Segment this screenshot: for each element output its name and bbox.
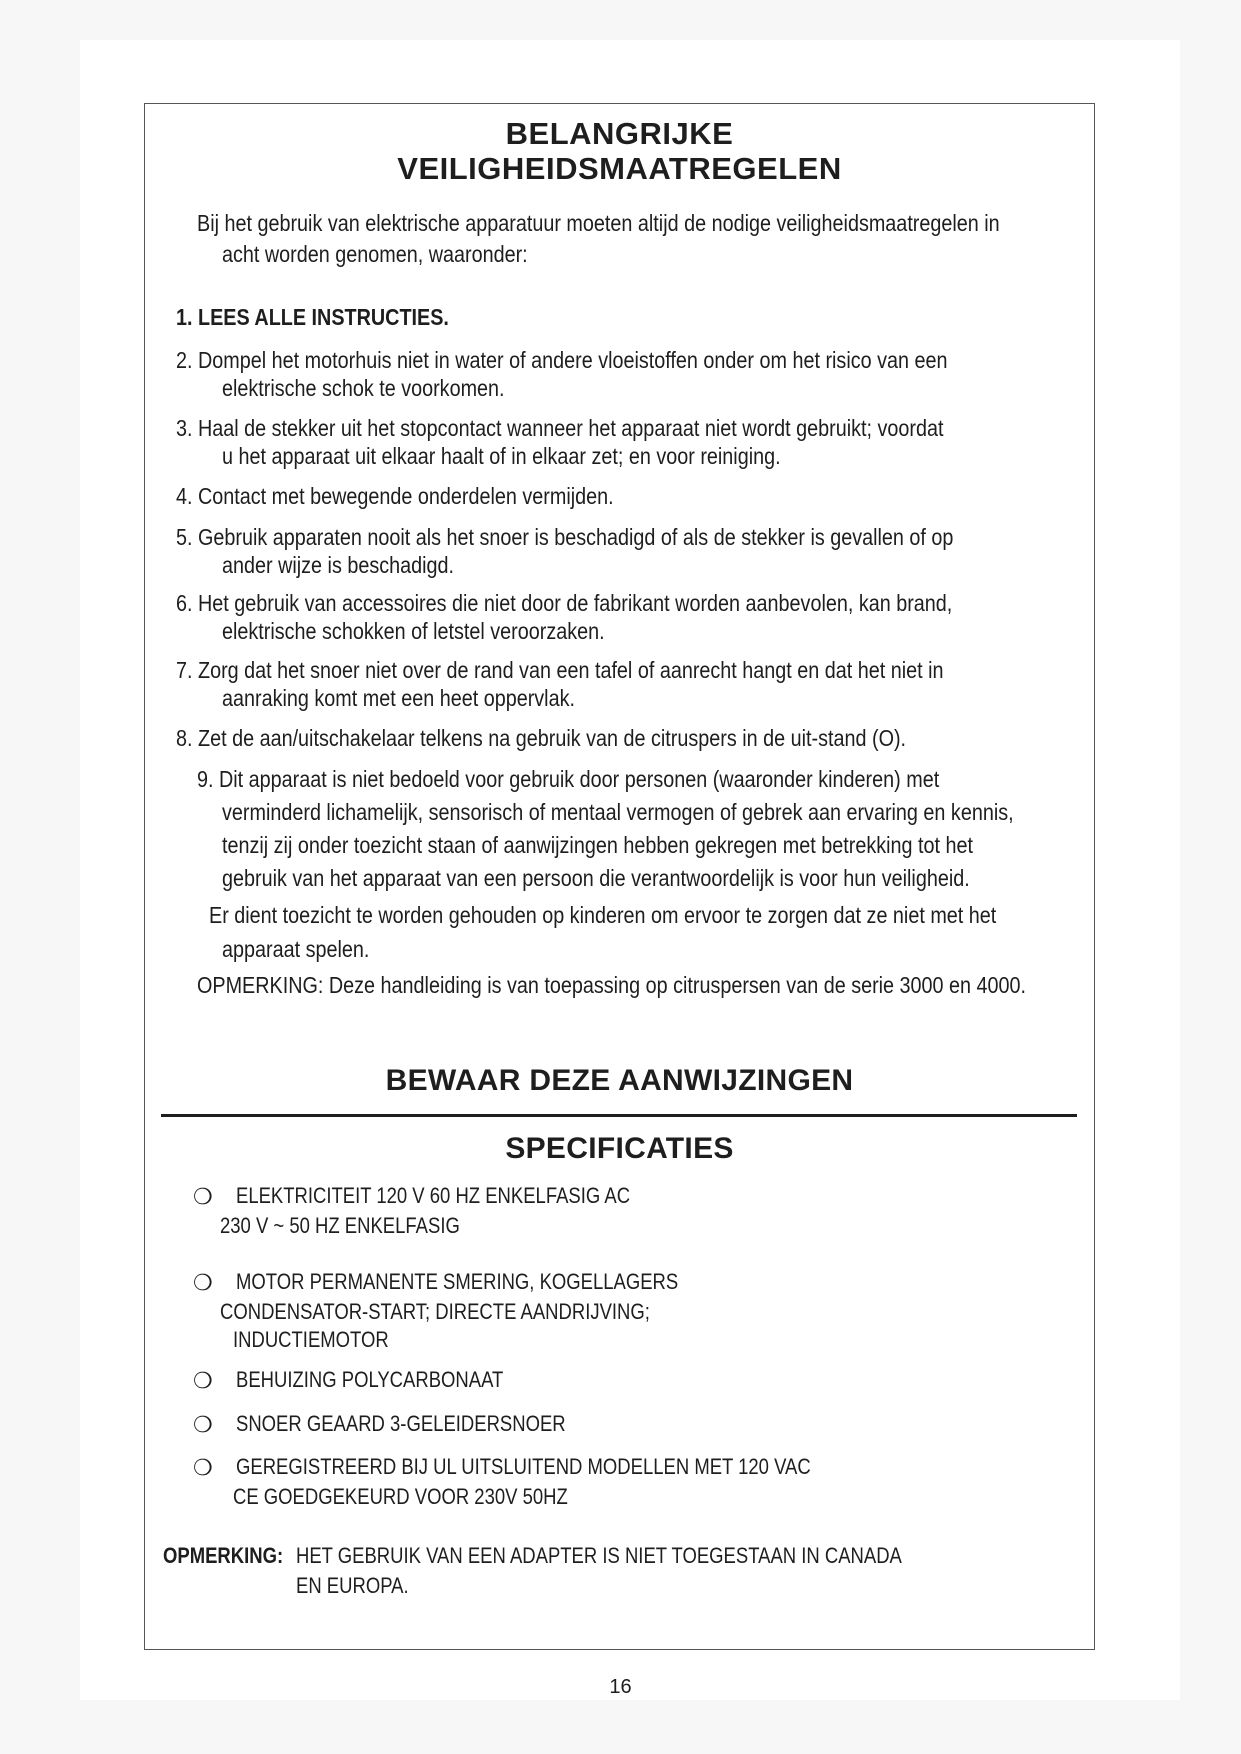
bullet-circle-icon: ❍	[193, 1184, 213, 1209]
page-number: 16	[609, 1676, 632, 1698]
supervision-line-2: apparaat spelen.	[222, 936, 370, 962]
instruction-9-line-2: verminderd lichamelijk, sensorisch of mentaal vermogen of gebrek aan ervaring en kennis,	[222, 799, 1014, 825]
spec-registration-line-1: GEREGISTREERD BIJ UL UITSLUITEND MODELLEN MET 120 VAC	[236, 1454, 811, 1479]
specifications-heading: SPECIFICATIES	[505, 1132, 734, 1165]
spec-motor-line-1: MOTOR PERMANENTE SMERING, KOGELLAGERS	[236, 1269, 679, 1294]
instruction-1: 1. LEES ALLE INSTRUCTIES.	[176, 304, 449, 330]
instruction-9-line-1: 9. Dit apparaat is niet bedoeld voor gebruik door personen (waaronder kinderen) met	[197, 766, 940, 792]
instruction-7-line-2: aanraking komt met een heet oppervlak.	[222, 685, 575, 711]
title-line-1: BELANGRIJKE	[505, 116, 734, 151]
instruction-2-line-1: 2. Dompel het motorhuis niet in water of andere vloeistoffen onder om het risico van een	[176, 347, 948, 373]
instruction-2-line-2: elektrische schok te voorkomen.	[222, 375, 505, 401]
title-line-2: VEILIGHEIDSMAATREGELEN	[397, 151, 842, 186]
instruction-6-line-2: elektrische schokken of letstel veroorzaken.	[222, 618, 605, 644]
instruction-4: 4. Contact met bewegende onderdelen vermijden.	[176, 483, 614, 509]
instruction-7-line-1: 7. Zorg dat het snoer niet over de rand van een tafel of aanrecht hangt en dat het niet in	[176, 657, 944, 683]
bullet-circle-icon: ❍	[193, 1455, 213, 1480]
document-frame	[144, 103, 1095, 1650]
footer-note-line-1: HET GEBRUIK VAN EEN ADAPTER IS NIET TOEGESTAAN IN CANADA	[296, 1543, 902, 1568]
bullet-circle-icon: ❍	[193, 1270, 213, 1295]
instruction-5-line-2: ander wijze is beschadigd.	[222, 552, 455, 578]
bullet-circle-icon: ❍	[193, 1412, 213, 1437]
footer-note-line-2: EN EUROPA.	[296, 1573, 409, 1598]
save-instructions-heading: BEWAAR DEZE AANWIJZINGEN	[385, 1064, 854, 1097]
footer-note-label: OPMERKING:	[163, 1543, 284, 1568]
instruction-6-line-1: 6. Het gebruik van accessoires die niet door de fabrikant worden aanbevolen, kan brand,	[176, 590, 953, 616]
spec-motor-line-2: CONDENSATOR-START; DIRECTE AANDRIJVING;	[220, 1299, 650, 1324]
spec-registration-line-2: CE GOEDGEKEURD VOOR 230V 50HZ	[233, 1484, 568, 1509]
spec-motor-line-3: INDUCTIEMOTOR	[233, 1327, 389, 1352]
instruction-3-line-1: 3. Haal de stekker uit het stopcontact wanneer het apparaat niet wordt gebruikt; voordat	[176, 415, 944, 441]
spec-housing: BEHUIZING POLYCARBONAAT	[236, 1367, 504, 1392]
instruction-9-line-3: tenzij zij onder toezicht staan of aanwijzingen hebben gekregen met betrekking tot het	[222, 832, 974, 858]
instruction-8: 8. Zet de aan/uitschakelaar telkens na gebruik van de citruspers in de uit-stand (O).	[176, 725, 907, 751]
instruction-5-line-1: 5. Gebruik apparaten nooit als het snoer is beschadigd of als de stekker is gevallen of op	[176, 524, 954, 550]
section-divider	[161, 1114, 1077, 1117]
supervision-line-1: Er dient toezicht te worden gehouden op kinderen om ervoor te zorgen dat ze niet met het	[209, 902, 997, 928]
intro-line-1: Bij het gebruik van elektrische apparatuur moeten altijd de nodige veiligheidsmaatregelen in	[197, 210, 1000, 236]
spec-cord: SNOER GEAARD 3-GELEIDERSNOER	[236, 1411, 566, 1436]
instruction-9-line-4: gebruik van het apparaat van een persoon die verantwoordelijk is voor hun veiligheid.	[222, 865, 970, 891]
bullet-circle-icon: ❍	[193, 1368, 213, 1393]
spec-electricity-line-1: ELEKTRICITEIT 120 V 60 HZ ENKELFASIG AC	[236, 1183, 631, 1208]
intro-line-2: acht worden genomen, waaronder:	[222, 241, 528, 267]
instruction-3-line-2: u het apparaat uit elkaar haalt of in elkaar zet; en voor reiniging.	[222, 443, 781, 469]
applicability-note: OPMERKING: Deze handleiding is van toepassing op citruspersen van de serie 3000 en 4000.	[197, 972, 1027, 998]
spec-electricity-line-2: 230 V ~ 50 HZ ENKELFASIG	[220, 1213, 460, 1238]
